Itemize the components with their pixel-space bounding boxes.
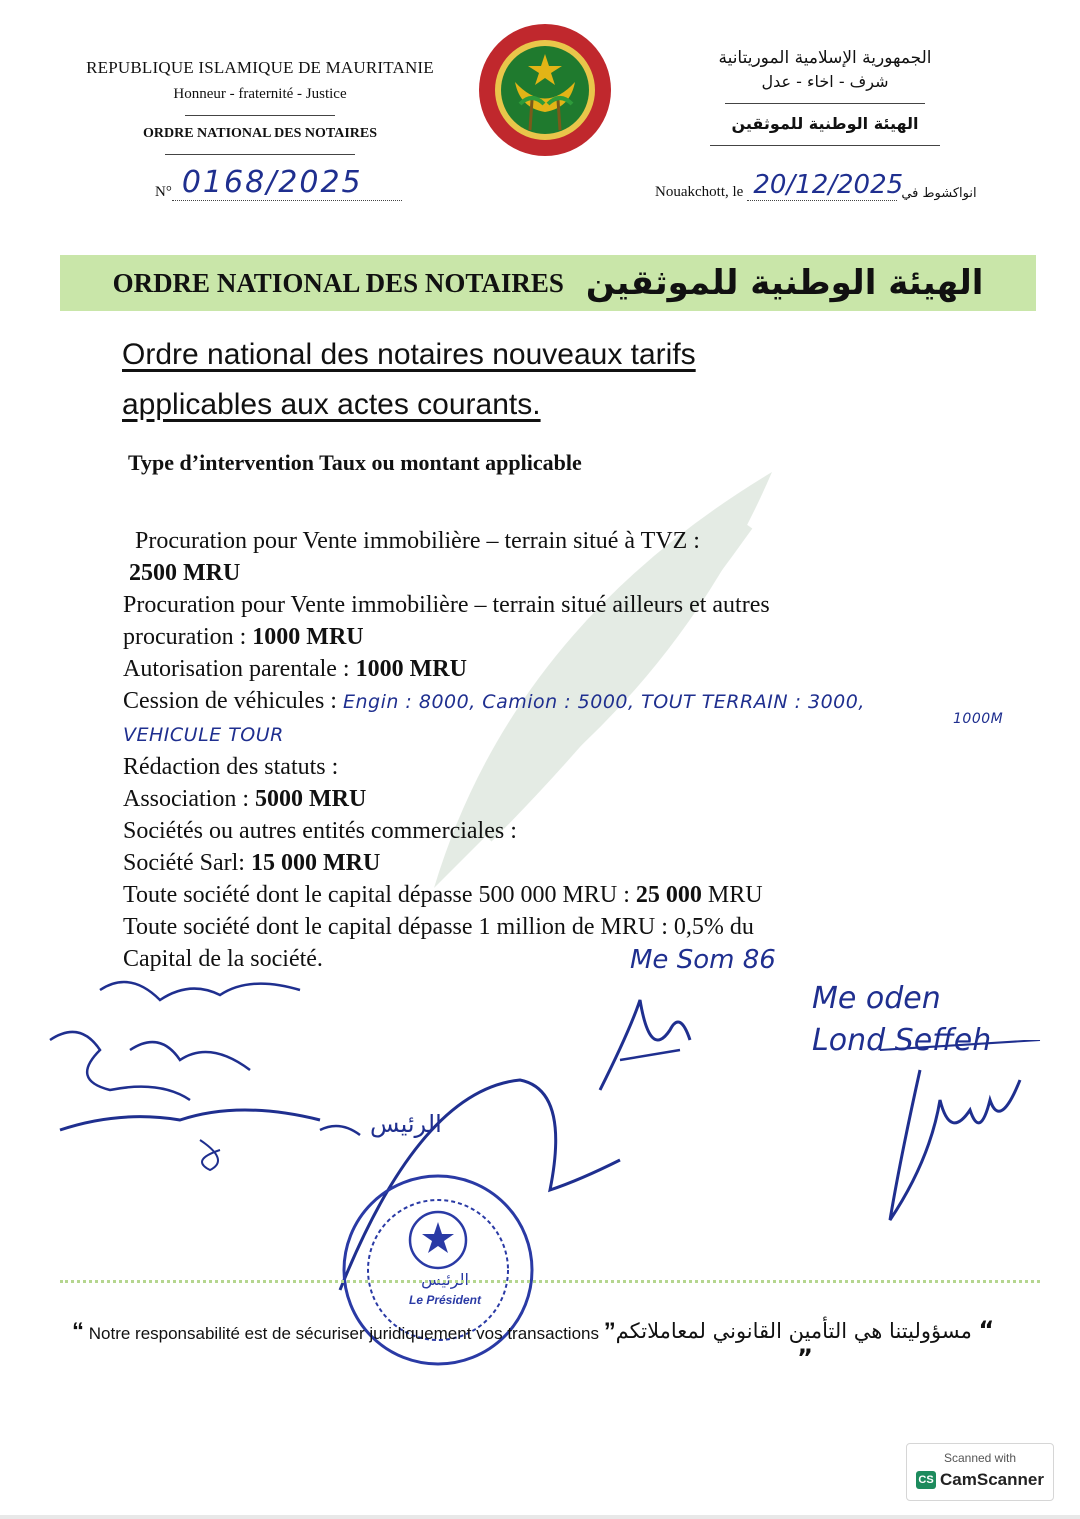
band-title-ar: الهيئة الوطنية للموثقين [585,263,984,303]
signature-right-icon [870,1040,1050,1230]
stamp-label-ar: الرئيس [421,1270,469,1289]
signature-right-name: Me oden Lond Seffeh [812,981,992,1058]
number-handwritten: 0168/2025 [181,165,363,200]
tariff-item: Toute société dont le capital dépasse 500 000 MRU : 25 000 MRU [123,882,763,908]
tariff-item: Procuration pour Vente immobilière – terrain situé à TVZ : [135,528,700,554]
header-left [80,58,440,155]
camscanner-badge [906,1443,1054,1501]
tariff-item: Cession de véhicules : Engin : 8000, Camion : 5000, TOUT TERRAIN : 3000, VEHICULE TOUR 1000M [123,688,1004,746]
tariff-amount: 2500 MRU [129,560,241,586]
camscanner-logo-icon: CS [916,1471,936,1489]
president-label-ar: الرئيس [370,1110,442,1138]
footer-quote-fr: “ Notre responsabilité est de sécuriser juridiquement vos transactions ” [72,1318,616,1345]
page-edge [0,1515,1080,1519]
number-field [172,165,402,201]
tariff-item: procuration : 1000 MRU [123,624,364,650]
scanner-caption: Scanned with [943,1451,1017,1465]
handwritten-vehicle-fees: Engin : 8000, Camion : 5000, TOUT TERRAIN : 3000, VEHICULE TOUR [123,691,865,746]
divider [725,103,925,104]
motto-fr: Honneur - fraternité - Justice [173,86,347,102]
tariff-item: Sociétés ou autres entités commerciales : [123,818,517,844]
divider [165,154,355,155]
scanner-brand: CS CamScanner [907,1470,1053,1490]
date-field [747,170,904,201]
country-ar: الجمهورية الإسلامية الموريتانية [718,48,932,68]
number-label: N° [155,184,172,200]
tariff-item: Procuration pour Vente immobilière – terrain situé ailleurs et autres [123,592,770,618]
document-title [122,330,842,430]
tariff-item: Capital de la société. [123,946,323,972]
tariff-item: Autorisation parentale : 1000 MRU [123,656,467,682]
tariff-list [123,525,1004,975]
national-emblem-icon [470,20,620,160]
motto-ar: شرف - اخاء - عدل [761,72,889,91]
footer-divider [60,1280,1040,1283]
stamp-label-fr: Le Président [408,1293,482,1307]
tariff-item: Société Sarl: 15 000 MRU [123,850,381,876]
band-title-fr: ORDRE NATIONAL DES NOTAIRES [112,267,564,298]
date-handwritten: 20/12/2025 [753,170,904,200]
tariff-item: Rédaction des statuts : [123,754,339,780]
table-subheading: Type d’intervention Taux ou montant applicable [128,450,582,475]
divider [185,115,335,116]
divider [710,145,940,146]
title-band [60,255,1036,311]
signature-middle-note: Me Som 86 [630,945,776,975]
header-right [640,48,1010,146]
tariff-item: Association : 5000 MRU [123,786,367,812]
date-label-ar: انواكشوط في [901,186,977,201]
date-line [655,170,977,201]
org-ar: الهيئة الوطنية للموثقين [731,114,919,133]
title-line-1: Ordre national des notaires nouveaux tarifs [122,338,696,371]
footer-quote-ar: “ مسؤوليتنا هي التأمين القانوني لمعاملاتكم ” [615,1316,995,1372]
date-label: Nouakchott, le [655,184,744,200]
reference-number [155,165,402,201]
signature-left-icon [40,960,340,1180]
tariff-item: Toute société dont le capital dépasse 1 million de MRU : 0,5% du [123,914,754,940]
title-line-2: applicables aux actes courants. [122,388,541,421]
org-fr: ORDRE NATIONAL DES NOTAIRES [142,126,378,141]
handwritten-vehicle-fee-extra: 1000M [953,711,1004,727]
country-fr: REPUBLIQUE ISLAMIQUE DE MAURITANIE [86,58,434,77]
